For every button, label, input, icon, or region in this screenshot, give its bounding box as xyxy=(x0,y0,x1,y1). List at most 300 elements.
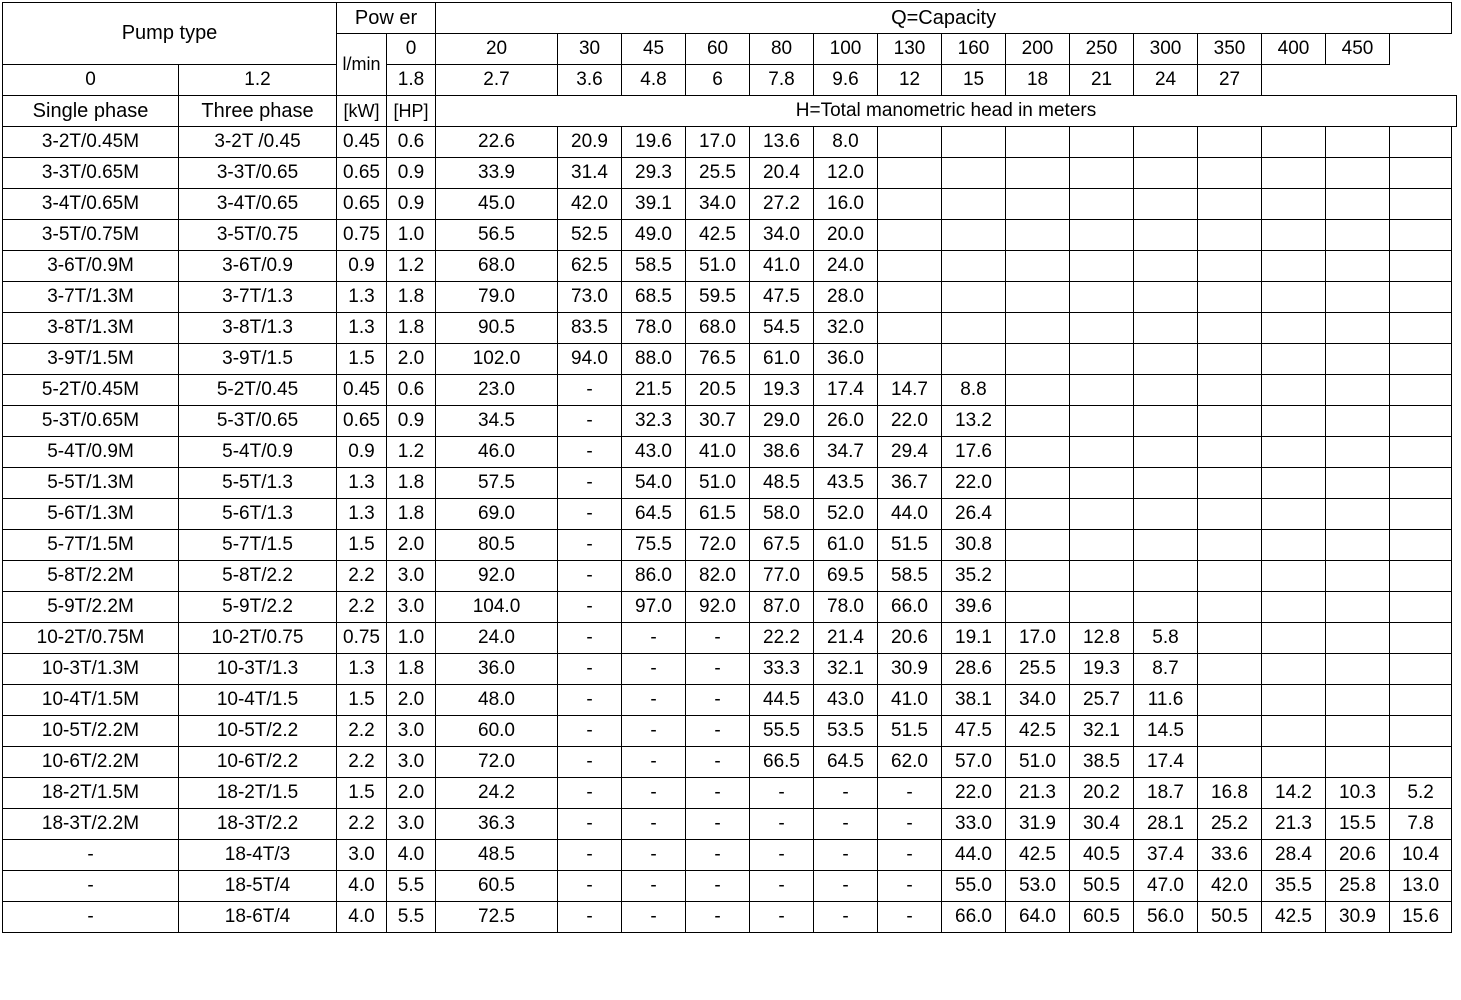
cell-head-80: 52.0 xyxy=(814,499,878,530)
cell-head-250 xyxy=(1134,406,1198,437)
cell-head-45: - xyxy=(686,747,750,778)
table-header xyxy=(3,3,1457,127)
cell-head-45: 92.0 xyxy=(686,592,750,623)
header-power: Pow er xyxy=(337,3,436,34)
cell-head-450 xyxy=(1390,623,1452,654)
cell-three-phase: 3-5T/0.75 xyxy=(179,220,337,251)
cell-head-200: 12.8 xyxy=(1070,623,1134,654)
cell-three-phase: 18-5T/4 xyxy=(179,871,337,902)
cell-head-160 xyxy=(1006,313,1070,344)
cell-head-250 xyxy=(1134,592,1198,623)
cell-head-250 xyxy=(1134,158,1198,189)
cell-head-20: - xyxy=(558,623,622,654)
cell-head-45: - xyxy=(686,778,750,809)
cell-three-phase: 5-6T/1.3 xyxy=(179,499,337,530)
cell-head-400 xyxy=(1326,623,1390,654)
cell-head-80: 53.5 xyxy=(814,716,878,747)
cell-head-45: 76.5 xyxy=(686,344,750,375)
header-lmin-300: 300 xyxy=(1134,34,1198,65)
cell-head-400 xyxy=(1326,747,1390,778)
cell-head-300 xyxy=(1198,716,1262,747)
cell-head-80: 61.0 xyxy=(814,530,878,561)
cell-head-300 xyxy=(1198,220,1262,251)
cell-head-60: - xyxy=(750,840,814,871)
cell-head-200 xyxy=(1070,592,1134,623)
header-lmin-400: 400 xyxy=(1262,34,1326,65)
cell-head-160: 25.5 xyxy=(1006,654,1070,685)
cell-head-300: 33.6 xyxy=(1198,840,1262,871)
cell-head-300 xyxy=(1198,282,1262,313)
cell-power-hp: 5.5 xyxy=(387,902,436,933)
cell-single-phase: 18-3T/2.2M xyxy=(3,809,179,840)
cell-head-100: - xyxy=(878,840,942,871)
cell-head-350 xyxy=(1262,127,1326,158)
header-m3h-5: 4.8 xyxy=(622,65,686,96)
table-row xyxy=(3,561,1457,592)
cell-head-0: 57.5 xyxy=(436,468,558,499)
cell-head-0: 72.5 xyxy=(436,902,558,933)
cell-head-250 xyxy=(1134,313,1198,344)
cell-head-250 xyxy=(1134,437,1198,468)
cell-single-phase: 10-4T/1.5M xyxy=(3,685,179,716)
cell-head-160 xyxy=(1006,189,1070,220)
cell-head-350 xyxy=(1262,499,1326,530)
cell-head-160 xyxy=(1006,375,1070,406)
cell-head-45: 59.5 xyxy=(686,282,750,313)
cell-head-80: 43.5 xyxy=(814,468,878,499)
cell-head-250 xyxy=(1134,251,1198,282)
cell-head-450: 7.8 xyxy=(1390,809,1452,840)
cell-head-300 xyxy=(1198,127,1262,158)
cell-head-400: 10.3 xyxy=(1326,778,1390,809)
cell-head-20: 94.0 xyxy=(558,344,622,375)
cell-head-100: 30.9 xyxy=(878,654,942,685)
cell-head-0: 24.0 xyxy=(436,623,558,654)
cell-head-400 xyxy=(1326,437,1390,468)
header-m3h-0: 0 xyxy=(3,65,179,96)
cell-head-400 xyxy=(1326,251,1390,282)
cell-head-250: 14.5 xyxy=(1134,716,1198,747)
cell-head-60: - xyxy=(750,809,814,840)
cell-head-350 xyxy=(1262,375,1326,406)
cell-head-250 xyxy=(1134,189,1198,220)
cell-head-0: 80.5 xyxy=(436,530,558,561)
cell-head-30: 86.0 xyxy=(622,561,686,592)
cell-head-130: 39.6 xyxy=(942,592,1006,623)
cell-head-30: 43.0 xyxy=(622,437,686,468)
cell-power-hp: 2.0 xyxy=(387,778,436,809)
cell-power-kw: 3.0 xyxy=(337,840,387,871)
cell-power-kw: 2.2 xyxy=(337,592,387,623)
cell-head-200 xyxy=(1070,530,1134,561)
cell-head-450 xyxy=(1390,189,1452,220)
cell-single-phase: 10-3T/1.3M xyxy=(3,654,179,685)
cell-head-400 xyxy=(1326,468,1390,499)
cell-power-kw: 0.45 xyxy=(337,375,387,406)
cell-three-phase: 18-2T/1.5 xyxy=(179,778,337,809)
cell-head-45: 42.5 xyxy=(686,220,750,251)
cell-power-hp: 2.0 xyxy=(387,685,436,716)
cell-head-250 xyxy=(1134,375,1198,406)
cell-head-60: - xyxy=(750,871,814,902)
cell-single-phase: 10-5T/2.2M xyxy=(3,716,179,747)
cell-head-20: - xyxy=(558,654,622,685)
cell-power-kw: 1.3 xyxy=(337,654,387,685)
cell-head-160 xyxy=(1006,251,1070,282)
cell-head-130: 13.2 xyxy=(942,406,1006,437)
cell-head-20: - xyxy=(558,840,622,871)
table-row xyxy=(3,840,1457,871)
cell-head-100: 58.5 xyxy=(878,561,942,592)
cell-single-phase: 5-4T/0.9M xyxy=(3,437,179,468)
cell-single-phase: 5-7T/1.5M xyxy=(3,530,179,561)
cell-head-0: 48.5 xyxy=(436,840,558,871)
cell-head-60: 44.5 xyxy=(750,685,814,716)
cell-head-45: - xyxy=(686,809,750,840)
table-row xyxy=(3,592,1457,623)
cell-power-kw: 1.5 xyxy=(337,344,387,375)
cell-head-250 xyxy=(1134,499,1198,530)
cell-head-350 xyxy=(1262,654,1326,685)
cell-head-160 xyxy=(1006,127,1070,158)
cell-head-160: 53.0 xyxy=(1006,871,1070,902)
cell-power-hp: 1.2 xyxy=(387,437,436,468)
cell-three-phase: 3-3T/0.65 xyxy=(179,158,337,189)
cell-head-130 xyxy=(942,158,1006,189)
cell-head-450 xyxy=(1390,499,1452,530)
cell-head-0: 90.5 xyxy=(436,313,558,344)
cell-head-450 xyxy=(1390,468,1452,499)
cell-head-45: - xyxy=(686,902,750,933)
cell-head-20: - xyxy=(558,809,622,840)
cell-head-250: 18.7 xyxy=(1134,778,1198,809)
cell-head-100: 20.6 xyxy=(878,623,942,654)
cell-head-450 xyxy=(1390,716,1452,747)
cell-head-130: 38.1 xyxy=(942,685,1006,716)
header-m3h-8: 9.6 xyxy=(814,65,878,96)
header-unit-lmin: l/min xyxy=(337,34,387,96)
cell-power-kw: 0.9 xyxy=(337,251,387,282)
cell-single-phase: - xyxy=(3,840,179,871)
cell-head-160 xyxy=(1006,282,1070,313)
header-lmin-130: 130 xyxy=(878,34,942,65)
cell-head-200 xyxy=(1070,406,1134,437)
cell-power-kw: 1.3 xyxy=(337,499,387,530)
cell-head-100: 14.7 xyxy=(878,375,942,406)
cell-head-0: 72.0 xyxy=(436,747,558,778)
cell-head-20: - xyxy=(558,778,622,809)
cell-three-phase: 18-3T/2.2 xyxy=(179,809,337,840)
cell-single-phase: - xyxy=(3,902,179,933)
cell-head-45: 30.7 xyxy=(686,406,750,437)
cell-three-phase: 10-6T/2.2 xyxy=(179,747,337,778)
cell-head-450 xyxy=(1390,685,1452,716)
header-lmin-0: 0 xyxy=(387,34,436,65)
cell-head-30: 19.6 xyxy=(622,127,686,158)
table-row xyxy=(3,623,1457,654)
cell-head-130 xyxy=(942,344,1006,375)
cell-head-400 xyxy=(1326,158,1390,189)
cell-head-80: 69.5 xyxy=(814,561,878,592)
cell-head-60: 58.0 xyxy=(750,499,814,530)
cell-head-30: 75.5 xyxy=(622,530,686,561)
cell-head-80: 20.0 xyxy=(814,220,878,251)
cell-power-kw: 0.65 xyxy=(337,158,387,189)
cell-head-60: 27.2 xyxy=(750,189,814,220)
cell-head-450 xyxy=(1390,406,1452,437)
header-m3h-9: 12 xyxy=(878,65,942,96)
cell-head-200 xyxy=(1070,127,1134,158)
header-row-4 xyxy=(3,96,1457,127)
cell-head-160: 34.0 xyxy=(1006,685,1070,716)
cell-head-250: 5.8 xyxy=(1134,623,1198,654)
cell-single-phase: 5-9T/2.2M xyxy=(3,592,179,623)
cell-head-250: 47.0 xyxy=(1134,871,1198,902)
cell-head-45: 72.0 xyxy=(686,530,750,561)
cell-head-80: - xyxy=(814,778,878,809)
cell-head-250 xyxy=(1134,530,1198,561)
cell-head-45: 34.0 xyxy=(686,189,750,220)
cell-head-300 xyxy=(1198,685,1262,716)
cell-head-400 xyxy=(1326,561,1390,592)
cell-head-130: 30.8 xyxy=(942,530,1006,561)
cell-head-45: 41.0 xyxy=(686,437,750,468)
cell-head-130 xyxy=(942,282,1006,313)
cell-head-100: - xyxy=(878,871,942,902)
cell-head-80: - xyxy=(814,902,878,933)
cell-head-160 xyxy=(1006,158,1070,189)
cell-head-60: 55.5 xyxy=(750,716,814,747)
cell-head-450 xyxy=(1390,251,1452,282)
table-row xyxy=(3,282,1457,313)
cell-head-160 xyxy=(1006,468,1070,499)
cell-head-100: - xyxy=(878,809,942,840)
cell-head-0: 60.5 xyxy=(436,871,558,902)
cell-power-hp: 1.8 xyxy=(387,499,436,530)
cell-single-phase: - xyxy=(3,871,179,902)
cell-head-130: 22.0 xyxy=(942,468,1006,499)
cell-head-45: 68.0 xyxy=(686,313,750,344)
cell-head-100 xyxy=(878,313,942,344)
cell-head-20: - xyxy=(558,871,622,902)
cell-head-130 xyxy=(942,313,1006,344)
cell-head-300 xyxy=(1198,189,1262,220)
cell-head-200 xyxy=(1070,220,1134,251)
cell-head-30: 32.3 xyxy=(622,406,686,437)
cell-head-80: 8.0 xyxy=(814,127,878,158)
cell-head-300 xyxy=(1198,251,1262,282)
cell-head-300 xyxy=(1198,747,1262,778)
header-m3h-1: 1.2 xyxy=(179,65,337,96)
cell-head-400 xyxy=(1326,685,1390,716)
cell-power-kw: 1.5 xyxy=(337,685,387,716)
cell-head-200 xyxy=(1070,375,1134,406)
header-hp: [HP] xyxy=(387,96,436,127)
table-row xyxy=(3,809,1457,840)
cell-power-hp: 0.9 xyxy=(387,158,436,189)
cell-head-200 xyxy=(1070,468,1134,499)
header-m3h-12: 21 xyxy=(1070,65,1134,96)
table-row xyxy=(3,871,1457,902)
cell-head-80: 32.0 xyxy=(814,313,878,344)
cell-head-350 xyxy=(1262,189,1326,220)
cell-power-kw: 1.3 xyxy=(337,313,387,344)
cell-head-250 xyxy=(1134,127,1198,158)
cell-three-phase: 5-2T/0.45 xyxy=(179,375,337,406)
cell-head-450 xyxy=(1390,654,1452,685)
cell-head-450 xyxy=(1390,375,1452,406)
cell-head-60: 67.5 xyxy=(750,530,814,561)
cell-head-250 xyxy=(1134,468,1198,499)
header-lmin-45: 45 xyxy=(622,34,686,65)
cell-head-30: 64.5 xyxy=(622,499,686,530)
cell-head-350 xyxy=(1262,623,1326,654)
table-row xyxy=(3,778,1457,809)
cell-head-350 xyxy=(1262,220,1326,251)
cell-head-350 xyxy=(1262,282,1326,313)
cell-head-20: - xyxy=(558,530,622,561)
header-row-3 xyxy=(3,65,1457,96)
cell-head-80: 32.1 xyxy=(814,654,878,685)
cell-head-350 xyxy=(1262,468,1326,499)
cell-head-60: 38.6 xyxy=(750,437,814,468)
cell-power-hp: 3.0 xyxy=(387,561,436,592)
cell-head-350 xyxy=(1262,530,1326,561)
table-row xyxy=(3,251,1457,282)
cell-head-20: - xyxy=(558,437,622,468)
cell-single-phase: 3-3T/0.65M xyxy=(3,158,179,189)
cell-head-130 xyxy=(942,127,1006,158)
cell-power-hp: 3.0 xyxy=(387,809,436,840)
cell-head-200: 19.3 xyxy=(1070,654,1134,685)
cell-power-hp: 3.0 xyxy=(387,716,436,747)
cell-head-45: 61.5 xyxy=(686,499,750,530)
cell-power-kw: 0.65 xyxy=(337,189,387,220)
cell-head-130: 28.6 xyxy=(942,654,1006,685)
header-lmin-30: 30 xyxy=(558,34,622,65)
cell-head-400 xyxy=(1326,716,1390,747)
cell-three-phase: 10-4T/1.5 xyxy=(179,685,337,716)
cell-head-20: 20.9 xyxy=(558,127,622,158)
cell-head-100: 51.5 xyxy=(878,530,942,561)
cell-head-100 xyxy=(878,158,942,189)
header-row-1 xyxy=(3,3,1457,34)
cell-single-phase: 5-6T/1.3M xyxy=(3,499,179,530)
cell-head-0: 45.0 xyxy=(436,189,558,220)
cell-three-phase: 5-9T/2.2 xyxy=(179,592,337,623)
cell-head-300 xyxy=(1198,561,1262,592)
header-m3h-6: 6 xyxy=(686,65,750,96)
cell-head-450 xyxy=(1390,437,1452,468)
cell-three-phase: 3-2T /0.45 xyxy=(179,127,337,158)
table-row xyxy=(3,747,1457,778)
cell-head-20: 31.4 xyxy=(558,158,622,189)
cell-head-130 xyxy=(942,251,1006,282)
cell-head-0: 36.0 xyxy=(436,654,558,685)
cell-power-hp: 1.0 xyxy=(387,623,436,654)
cell-head-300: 16.8 xyxy=(1198,778,1262,809)
cell-power-kw: 2.2 xyxy=(337,809,387,840)
cell-head-160 xyxy=(1006,220,1070,251)
cell-head-45: 51.0 xyxy=(686,251,750,282)
cell-head-80: 17.4 xyxy=(814,375,878,406)
cell-power-hp: 5.5 xyxy=(387,871,436,902)
cell-head-200 xyxy=(1070,251,1134,282)
header-lmin-450: 450 xyxy=(1326,34,1390,65)
cell-power-kw: 1.3 xyxy=(337,282,387,313)
cell-head-350: 21.3 xyxy=(1262,809,1326,840)
cell-head-130: 22.0 xyxy=(942,778,1006,809)
cell-head-0: 23.0 xyxy=(436,375,558,406)
cell-head-400 xyxy=(1326,592,1390,623)
header-three-phase: Three phase xyxy=(179,96,337,127)
cell-head-80: 78.0 xyxy=(814,592,878,623)
cell-head-100 xyxy=(878,344,942,375)
cell-head-80: - xyxy=(814,871,878,902)
cell-head-100 xyxy=(878,251,942,282)
cell-power-kw: 1.3 xyxy=(337,468,387,499)
cell-head-0: 34.5 xyxy=(436,406,558,437)
cell-head-80: 21.4 xyxy=(814,623,878,654)
cell-head-200 xyxy=(1070,561,1134,592)
cell-head-300 xyxy=(1198,654,1262,685)
cell-head-100: 62.0 xyxy=(878,747,942,778)
cell-head-60: 29.0 xyxy=(750,406,814,437)
cell-head-400 xyxy=(1326,499,1390,530)
cell-power-hp: 3.0 xyxy=(387,592,436,623)
cell-head-200: 60.5 xyxy=(1070,902,1134,933)
header-single-phase: Single phase xyxy=(3,96,179,127)
cell-head-60: - xyxy=(750,778,814,809)
cell-head-450 xyxy=(1390,561,1452,592)
cell-power-kw: 0.45 xyxy=(337,127,387,158)
cell-power-hp: 1.8 xyxy=(387,468,436,499)
cell-head-450: 10.4 xyxy=(1390,840,1452,871)
cell-head-20: - xyxy=(558,406,622,437)
cell-head-0: 46.0 xyxy=(436,437,558,468)
cell-power-kw: 0.75 xyxy=(337,220,387,251)
cell-head-30: - xyxy=(622,902,686,933)
cell-head-30: 39.1 xyxy=(622,189,686,220)
cell-head-30: - xyxy=(622,623,686,654)
cell-single-phase: 3-2T/0.45M xyxy=(3,127,179,158)
cell-head-350 xyxy=(1262,685,1326,716)
cell-head-350: 35.5 xyxy=(1262,871,1326,902)
header-lmin-350: 350 xyxy=(1198,34,1262,65)
cell-head-400: 30.9 xyxy=(1326,902,1390,933)
cell-head-200 xyxy=(1070,344,1134,375)
cell-head-130: 17.6 xyxy=(942,437,1006,468)
cell-head-60: 48.5 xyxy=(750,468,814,499)
cell-head-350 xyxy=(1262,561,1326,592)
cell-head-200: 30.4 xyxy=(1070,809,1134,840)
header-capacity: Q=Capacity xyxy=(436,3,1452,34)
cell-head-450 xyxy=(1390,313,1452,344)
cell-power-kw: 1.5 xyxy=(337,778,387,809)
cell-head-0: 24.2 xyxy=(436,778,558,809)
cell-head-400: 20.6 xyxy=(1326,840,1390,871)
cell-head-30: - xyxy=(622,840,686,871)
cell-head-30: - xyxy=(622,747,686,778)
cell-head-0: 56.5 xyxy=(436,220,558,251)
cell-head-100: 51.5 xyxy=(878,716,942,747)
cell-head-20: 52.5 xyxy=(558,220,622,251)
cell-head-300 xyxy=(1198,592,1262,623)
cell-head-30: 88.0 xyxy=(622,344,686,375)
cell-single-phase: 3-5T/0.75M xyxy=(3,220,179,251)
table-row xyxy=(3,220,1457,251)
header-m3h-7: 7.8 xyxy=(750,65,814,96)
